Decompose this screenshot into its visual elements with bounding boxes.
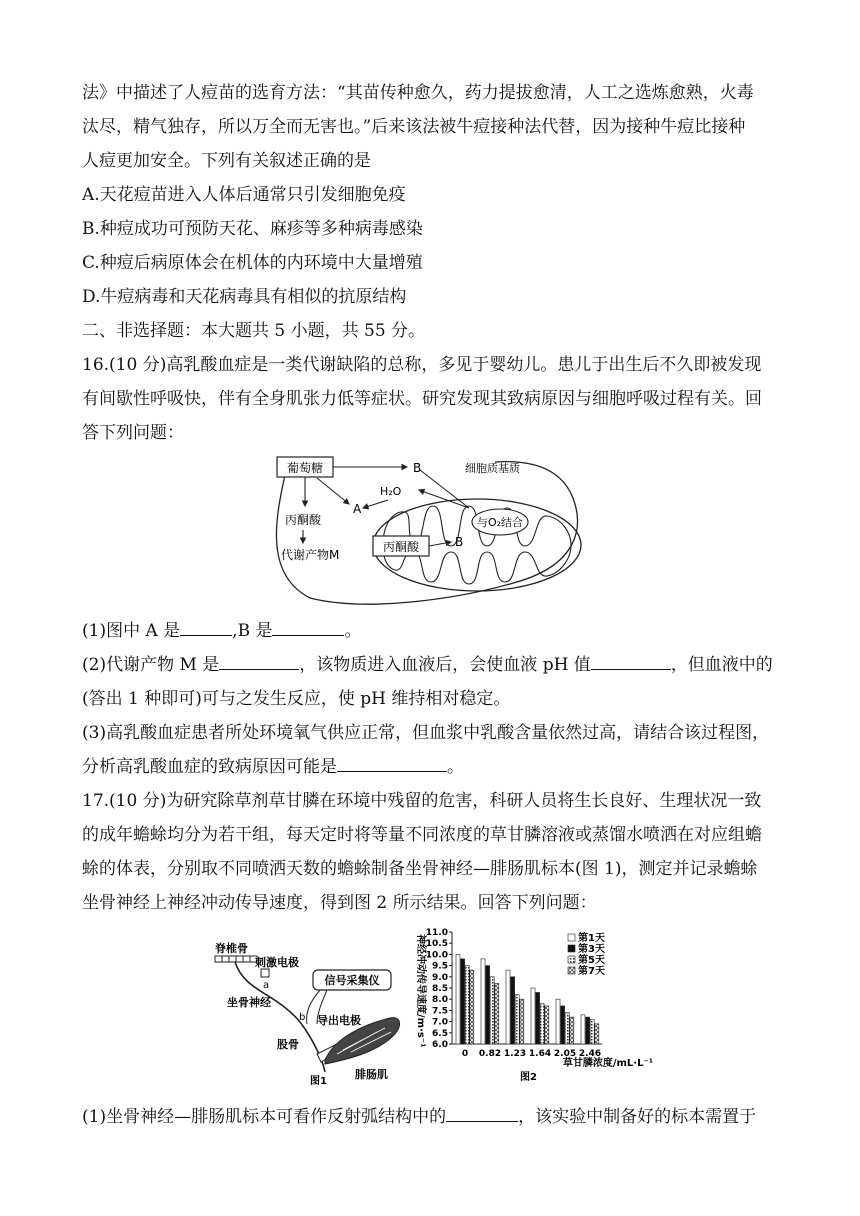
chart-x-tick-label: 0.82 [478,1049,502,1059]
q16-part2: (2)代谢产物 M 是 ，该物质进入血液后，会使血液 pH 值 ，但血液中的 [82,655,773,675]
answer-blank-a[interactable] [180,621,232,636]
chart-y-tick-label: 7.0 [432,1017,448,1028]
label-cytoplasm: 细胞质基质 [465,462,520,475]
q16-part1: (1)图中 A 是 ,B 是 。 [82,621,362,641]
label-b-bottom: B [455,535,464,549]
chart-bar [515,995,519,1044]
chart-bar [536,992,540,1044]
chart-legend-swatch [568,934,575,941]
chart-x-tick-label: 0 [461,1049,469,1059]
chart-legend-label: 第5天 [578,955,605,966]
chart-bar [531,988,535,1044]
chart-bar [490,977,494,1044]
chart-x-tick-label: 1.64 [528,1049,552,1059]
chart-y-tick-label: 10.5 [425,939,448,950]
label-muscle: 腓肠肌 [355,1068,388,1081]
label-stim-electrode: 刺激电极 [255,956,299,969]
chart-legend-label: 第3天 [578,944,605,955]
chart-bar [545,1006,549,1044]
q16-part3-cont: 分析高乳酸血症的致病原因可能是 。 [82,757,464,777]
answer-blank-reflex[interactable] [446,1107,518,1122]
cell-membrane [276,462,577,605]
label-b-top: B [413,461,422,475]
chart-x-tick-label: 1.23 [503,1049,527,1059]
chart-bar [556,999,560,1044]
chart-y-tick-label: 6.5 [432,1028,448,1039]
chart-y-tick-label: 11.0 [425,928,448,938]
chart-y-tick-label: 7.5 [432,1006,448,1017]
cell-respiration-diagram [255,450,595,610]
chart-bar [590,1019,594,1044]
figure-1-caption: 图1 [310,1076,327,1087]
chart-x-tick-label: 2.46 [578,1049,602,1059]
q16-line-3: 答下列问题： [82,423,184,443]
text-line-1: 法》中描述了人痘苗的选育方法：“其苗传种愈久，药力提拔愈清，人工之选炼愈熟，火毒 [82,83,754,103]
q17-part1: (1)坐骨神经—腓肠肌标本可看作反射弧结构中的 ，该实验中制备好的标本需置于 [82,1107,757,1127]
chart-bar [506,970,510,1044]
chart-bar [495,984,499,1044]
chart-legend-label: 第1天 [578,933,605,944]
chart-bar [586,1017,590,1044]
chart-y-tick-label: 8.5 [432,984,448,994]
option-b: B.种痘成功可预防天花、麻疹等多种病毒感染 [82,219,423,239]
q17-line-1: 17.(10 分)为研究除草剂草甘膦在环境中残留的危害，科研人员将生长良好、生理状况一致 [82,791,762,811]
chart-bar [520,999,524,1044]
chart-bar [565,1013,569,1044]
figure-2-bar-chart [408,922,653,1087]
chart-bar [470,970,474,1044]
chart-y-tick-label: 9.5 [432,961,448,972]
chart-bar [461,959,465,1044]
chart-y-tick-label: 10.0 [425,950,448,961]
chart-bar [570,1017,574,1044]
chart-legend-swatch [568,945,575,952]
chart-legend-swatch [568,967,575,974]
figure-1-nerve-muscle [205,932,415,1087]
answer-blank-m[interactable] [219,655,299,670]
chart-legend-label: 第7天 [578,966,605,977]
answer-blank-ph[interactable] [591,655,671,670]
label-glucose: 葡萄糖 [286,461,324,475]
label-pyruvate-out: 丙酮酸 [285,513,322,527]
chart-y-tick-label: 8.0 [432,995,448,1006]
label-o2: 与O₂结合 [476,516,524,529]
label-output-electrode: 导出电极 [317,1014,361,1027]
chart-bar [481,959,485,1044]
label-signal-collector: 信号采集仪 [324,974,380,987]
chart-y-tick-label: 6.0 [432,1040,448,1050]
q16-line-2: 有间歇性呼吸快，伴有全身肌张力低等症状。研究发现其致病原因与细胞呼吸过程有关。回 [82,389,762,409]
label-h2o: H₂O [380,485,402,498]
chart-y-tick-label: 9.0 [432,972,448,983]
figure-2-caption: 图2 [520,1072,537,1083]
label-a: A [353,502,362,516]
chart-xlabel: 草甘膦浓度/mL·L⁻¹ [562,1058,653,1069]
text-line-2: 汰尽，精气独存，所以万全而无害也。”后来该法被牛痘接种法代替，因为接种牛痘比接种 [82,117,746,137]
option-c: C.种痘后病原体会在机体的内环境中大量增殖 [82,253,423,273]
option-a: A.天花痘苗进入人体后通常只引发细胞免疫 [82,185,406,205]
label-spine: 脊椎骨 [215,942,248,955]
chart-bar [465,966,469,1044]
chart-bar [581,1015,585,1044]
q17-line-3: 蜍的体表，分别取不同喷洒天数的蟾蜍制备坐骨神经—腓肠肌标本(图 1)，测定并记录蟾蜍 [82,859,758,879]
section-heading: 二、非选择题：本大题共 5 小题，共 55 分。 [82,321,426,341]
q17-line-4: 坐骨神经上神经冲动传导速度，得到图 2 所示结果。回答下列问题： [82,893,597,913]
label-femur: 股骨 [277,1038,299,1051]
q16-part3: (3)高乳酸血症患者所处环境氧气供应正常，但血浆中乳酸含量依然过高，请结合该过程图， [82,723,770,743]
label-b-point: b [299,1012,306,1023]
chart-ylabel: 神经冲动传导速度/m·s⁻¹ [415,934,426,1048]
chart-bar [486,966,490,1044]
chart-bar [595,1024,599,1044]
chart-x-tick-label: 2.05 [553,1049,577,1059]
chart-bar [561,1006,565,1044]
label-pyruvate-in: 丙酮酸 [382,540,420,554]
label-a-point: a [263,980,270,991]
label-sciatic: 坐骨神经 [227,996,271,1009]
q16-part2-cont: (答出 1 种即可)可与之发生反应，使 pH 维持相对稳定。 [82,689,511,709]
chart-bar [456,954,460,1044]
answer-blank-cause[interactable] [337,757,447,772]
chart-bar [511,977,515,1044]
chart-legend-swatch [568,956,575,963]
label-metabolite-m: 代谢产物M [281,548,340,562]
answer-blank-b[interactable] [272,621,344,636]
text-line-3: 人痘更加安全。下列有关叙述正确的是 [82,151,371,171]
option-d: D.牛痘病毒和天花病毒具有相似的抗原结构 [82,287,407,307]
q17-line-2: 的成年蟾蜍均分为若干组，每天定时将等量不同浓度的草甘膦溶液或蒸馏水喷洒在对应组蟾 [82,825,762,845]
chart-bar [540,1004,544,1044]
q16-line-1: 16.(10 分)高乳酸血症是一类代谢缺陷的总称，多见于婴幼儿。患儿于出生后不久即被发现 [82,355,762,375]
